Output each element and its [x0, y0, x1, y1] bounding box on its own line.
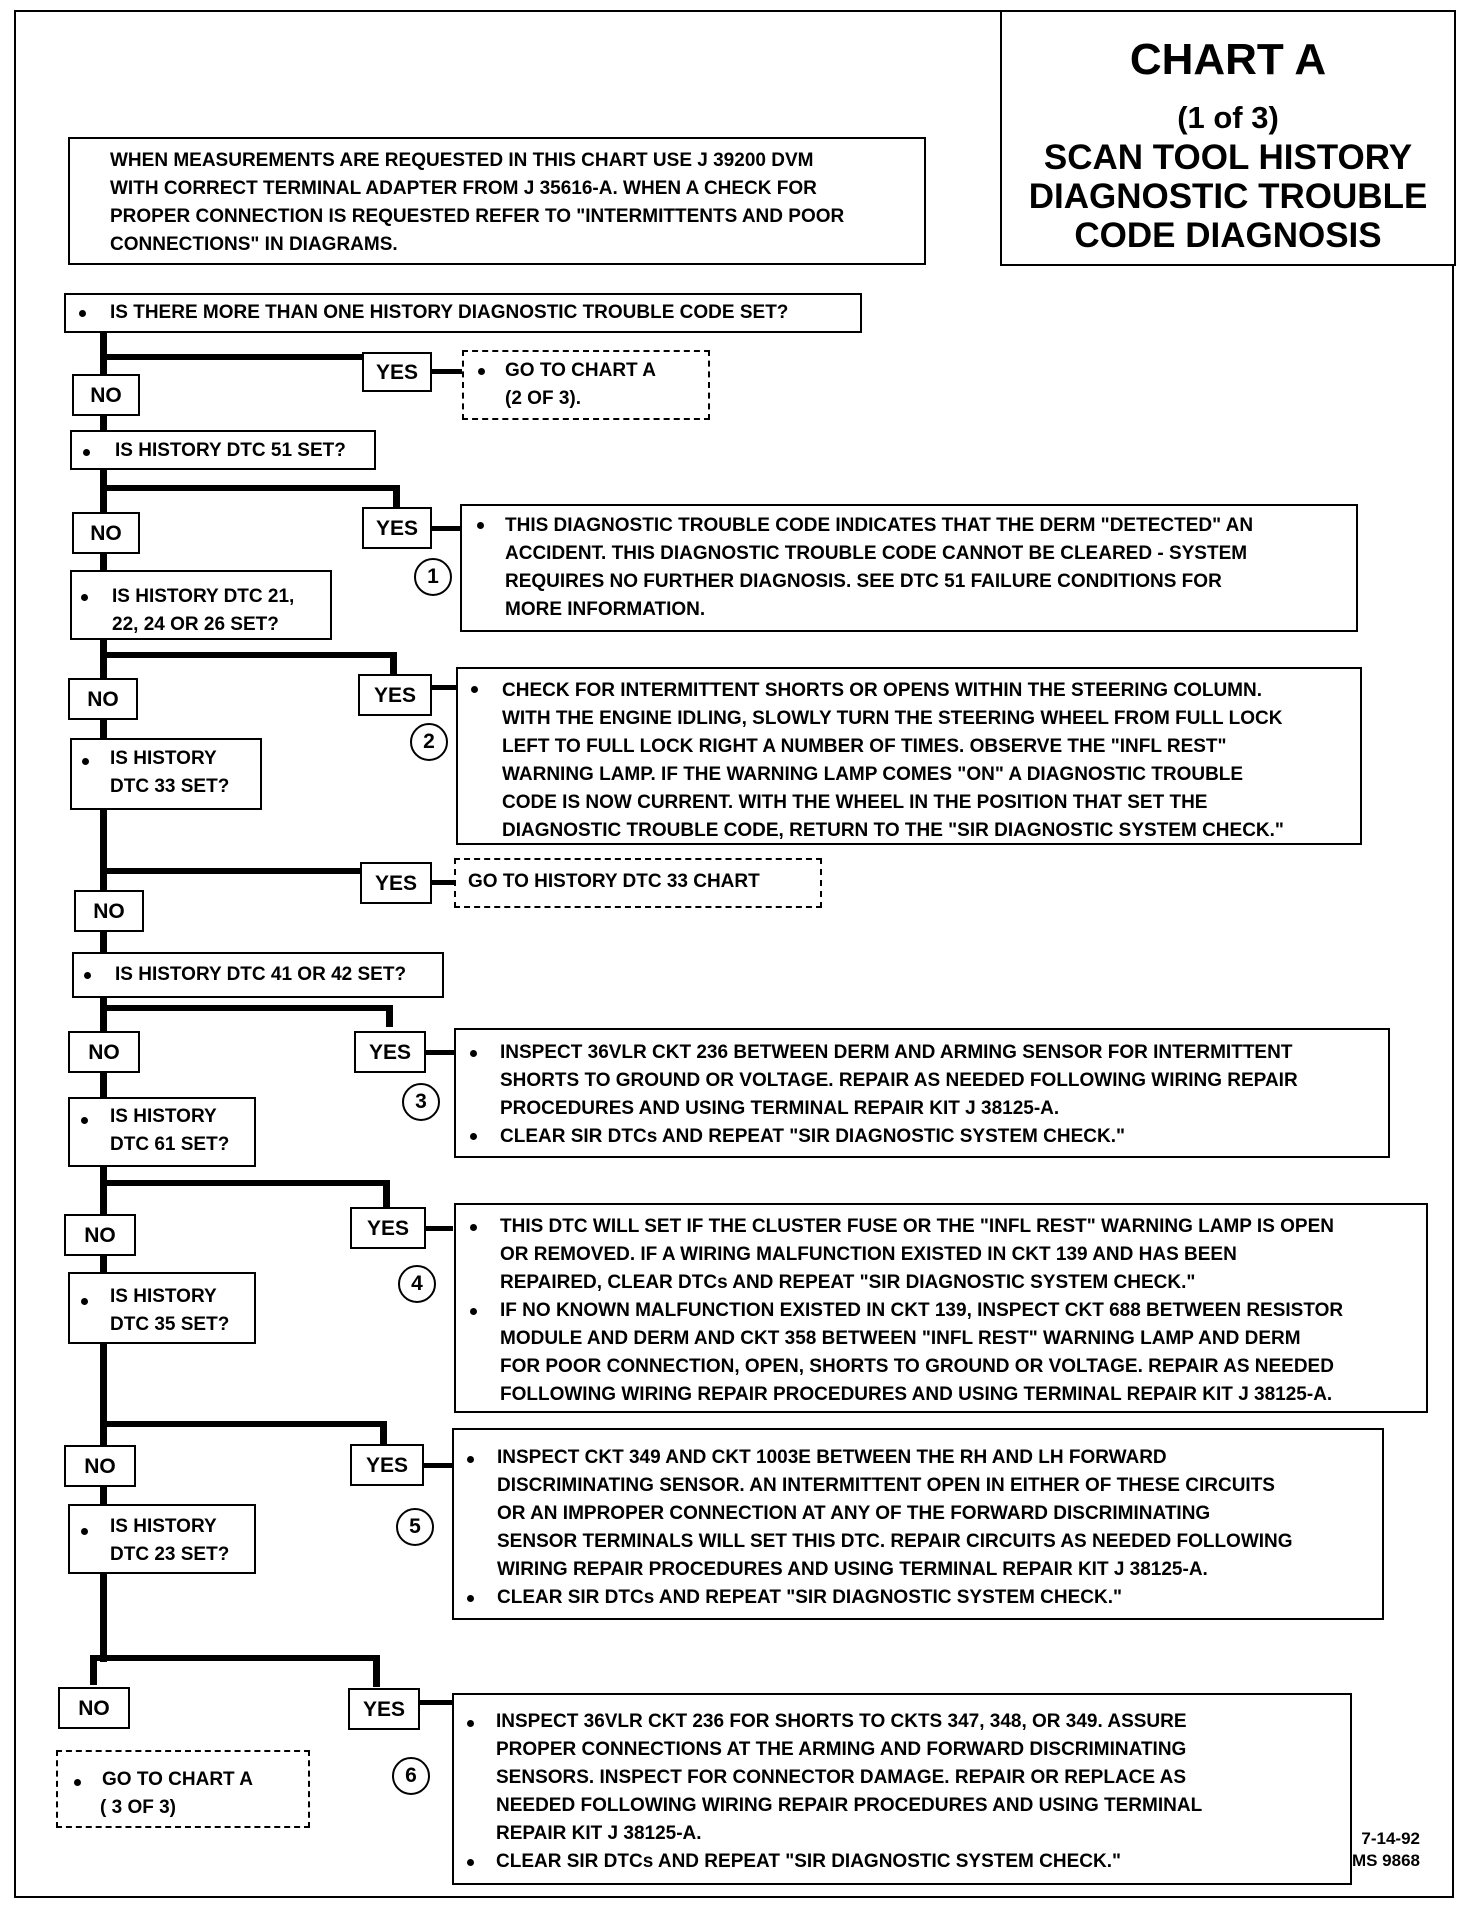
question-text: DTC 35 SET? [110, 1314, 230, 1335]
branch-line [100, 354, 362, 360]
branch-line [100, 652, 397, 658]
bullet [79, 310, 86, 317]
intro-line: PROPER CONNECTION IS REQUESTED REFER TO "INTERMITTENTS AND POOR [110, 206, 845, 227]
yes-text: YES [374, 872, 418, 895]
chart-page-of: (1 of 3) [1177, 100, 1279, 135]
result-text: PROCEDURES AND USING TERMINAL REPAIR KIT J 38125-A. [500, 1098, 1060, 1119]
yes-text: YES [365, 1454, 409, 1477]
branch-line [419, 1700, 453, 1705]
bullet [467, 1720, 474, 1727]
bullet [471, 686, 478, 693]
result-text: REQUIRES NO FURTHER DIAGNOSIS. SEE DTC 51 FAILURE CONDITIONS FOR [505, 571, 1222, 592]
question-text: IS HISTORY DTC 21, [112, 586, 295, 607]
branch-line [421, 1463, 453, 1468]
result-text: DIAGNOSTIC TROUBLE CODE, RETURN TO THE "SIR DIAGNOSTIC SYSTEM CHECK." [502, 820, 1284, 841]
bullet [478, 368, 485, 375]
question-text: DTC 23 SET? [110, 1544, 230, 1565]
branch-line [390, 652, 397, 674]
result-text: (2 OF 3). [505, 388, 582, 409]
bullet [470, 1050, 477, 1057]
branch-line [100, 868, 362, 874]
bullet [470, 1308, 477, 1315]
question-text: IS THERE MORE THAN ONE HISTORY DIAGNOSTIC TROUBLE CODE SET? [110, 302, 789, 323]
result-text: GO TO CHART A [505, 360, 656, 381]
result-text: SENSORS. INSPECT FOR CONNECTOR DAMAGE. REPAIR OR REPLACE AS [496, 1767, 1187, 1788]
bullet [477, 522, 484, 529]
result-text: CLEAR SIR DTCs AND REPEAT "SIR DIAGNOSTIC SYSTEM CHECK." [497, 1587, 1123, 1608]
branch-line [90, 1655, 97, 1685]
bullet [467, 1859, 474, 1866]
yes-text: YES [375, 361, 419, 384]
step-number-4: 4 [398, 1265, 436, 1303]
result-text: SENSOR TERMINALS WILL SET THIS DTC. REPAIR CIRCUITS AS NEEDED FOLLOWING [497, 1531, 1293, 1552]
question-text: IS HISTORY [110, 1516, 217, 1537]
yes-text: YES [366, 1217, 410, 1240]
result-text: CLEAR SIR DTCs AND REPEAT "SIR DIAGNOSTIC SYSTEM CHECK." [496, 1851, 1122, 1872]
step-number-1: 1 [414, 558, 452, 596]
result-text: NEEDED FOLLOWING WIRING REPAIR PROCEDURES AND USING TERMINAL [496, 1795, 1203, 1816]
bullet [81, 1117, 88, 1124]
intro-line: CONNECTIONS" IN DIAGRAMS. [110, 234, 398, 255]
result-text: FOLLOWING WIRING REPAIR PROCEDURES AND USING TERMINAL REPAIR KIT J 38125-A. [500, 1384, 1333, 1405]
bullet [467, 1595, 474, 1602]
branch-line [432, 369, 462, 374]
yes-text: YES [362, 1698, 406, 1721]
result-text: WITH THE ENGINE IDLING, SLOWLY TURN THE STEERING WHEEL FROM FULL LOCK [502, 708, 1283, 729]
result-text: PROPER CONNECTIONS AT THE ARMING AND FORWARD DISCRIMINATING [496, 1739, 1187, 1760]
result-text: MODULE AND DERM AND CKT 358 BETWEEN "INFL REST" WARNING LAMP AND DERM [500, 1328, 1301, 1349]
no-text: NO [90, 522, 122, 545]
question-text: IS HISTORY [110, 1106, 217, 1127]
step-number-2: 2 [410, 723, 448, 761]
result-text: OR REMOVED. IF A WIRING MALFUNCTION EXISTED IN CKT 139 AND HAS BEEN [500, 1244, 1237, 1265]
intro-line: WITH CORRECT TERMINAL ADAPTER FROM J 35616-A. WHEN A CHECK FOR [110, 178, 817, 199]
no-text: NO [87, 688, 119, 711]
chart-subtitle-1: SCAN TOOL HISTORY [1043, 138, 1413, 177]
bullet [74, 1779, 81, 1786]
bullet [81, 1298, 88, 1305]
result-text: SHORTS TO GROUND OR VOLTAGE. REPAIR AS NEEDED FOLLOWING WIRING REPAIR [500, 1070, 1298, 1091]
result-text: THIS DTC WILL SET IF THE CLUSTER FUSE OR THE "INFL REST" WARNING LAMP IS OPEN [500, 1216, 1334, 1237]
branch-line [100, 1180, 390, 1186]
result-text: CHECK FOR INTERMITTENT SHORTS OR OPENS WITHIN THE STEERING COLUMN. [502, 680, 1262, 701]
no-text: NO [93, 900, 125, 923]
branch-line [373, 1655, 380, 1687]
step-number-6: 6 [392, 1757, 430, 1795]
question-text: 22, 24 OR 26 SET? [112, 614, 279, 635]
yes-text: YES [368, 1041, 412, 1064]
bullet [81, 594, 88, 601]
no-text: NO [90, 384, 122, 407]
step-number-5: 5 [396, 1508, 434, 1546]
step-number-3: 3 [402, 1083, 440, 1121]
yes-text: YES [373, 684, 417, 707]
chart-subtitle-2: DIAGNOSTIC TROUBLE [1028, 177, 1428, 216]
result-text: CODE IS NOW CURRENT. WITH THE WHEEL IN THE POSITION THAT SET THE [502, 792, 1208, 813]
final-text: GO TO CHART A [102, 1769, 253, 1790]
result-text: MORE INFORMATION. [505, 599, 706, 620]
no-text: NO [84, 1455, 116, 1478]
branch-line [100, 1005, 393, 1011]
result-text: OR AN IMPROPER CONNECTION AT ANY OF THE FORWARD DISCRIMINATING [497, 1503, 1211, 1524]
result-text: DISCRIMINATING SENSOR. AN INTERMITTENT OPEN IN EITHER OF THESE CIRCUITS [497, 1475, 1275, 1496]
chart-subtitle-3: CODE DIAGNOSIS [1074, 216, 1382, 255]
bullet [81, 1528, 88, 1535]
result-text: REPAIRED, CLEAR DTCs AND REPEAT "SIR DIAGNOSTIC SYSTEM CHECK." [500, 1272, 1196, 1293]
intro-line: WHEN MEASUREMENTS ARE REQUESTED IN THIS CHART USE J 39200 DVM [110, 150, 814, 171]
branch-line [380, 1421, 387, 1445]
question-text: DTC 61 SET? [110, 1134, 230, 1155]
branch-line [386, 1005, 393, 1027]
no-text: NO [78, 1697, 110, 1720]
question-text: IS HISTORY DTC 41 OR 42 SET? [115, 964, 407, 985]
result-text: ACCIDENT. THIS DIAGNOSTIC TROUBLE CODE CANNOT BE CLEARED - SYSTEM [505, 543, 1248, 564]
bullet [470, 1224, 477, 1231]
bullet [84, 972, 91, 979]
bullet [470, 1133, 477, 1140]
result-text: INSPECT 36VLR CKT 236 BETWEEN DERM AND ARMING SENSOR FOR INTERMITTENT [500, 1042, 1293, 1063]
footer-code: MS 9868 [1351, 1851, 1420, 1870]
branch-line [100, 1421, 387, 1427]
bullet [83, 449, 90, 456]
yes-text: YES [375, 517, 419, 540]
branch-line [90, 1655, 380, 1661]
question-text: DTC 33 SET? [110, 776, 230, 797]
branch-line [383, 1180, 390, 1210]
branch-line [432, 685, 457, 690]
result-text: FOR POOR CONNECTION, OPEN, SHORTS TO GROUND OR VOLTAGE. REPAIR AS NEEDED [500, 1356, 1334, 1377]
branch-line [100, 485, 400, 491]
result-text: INSPECT 36VLR CKT 236 FOR SHORTS TO CKTS 347, 348, OR 349. ASSURE [496, 1711, 1187, 1732]
final-text: ( 3 OF 3) [100, 1797, 177, 1818]
result-text: GO TO HISTORY DTC 33 CHART [468, 871, 760, 892]
result-text: THIS DIAGNOSTIC TROUBLE CODE INDICATES THAT THE DERM "DETECTED" AN [505, 515, 1254, 536]
bullet [82, 758, 89, 765]
branch-line [393, 485, 400, 507]
result-text: IF NO KNOWN MALFUNCTION EXISTED IN CKT 139, INSPECT CKT 688 BETWEEN RESISTOR [500, 1300, 1344, 1321]
chart-title: CHART A [1129, 35, 1327, 84]
result-text: CLEAR SIR DTCs AND REPEAT "SIR DIAGNOSTIC SYSTEM CHECK." [500, 1126, 1126, 1147]
no-text: NO [88, 1041, 120, 1064]
branch-line [426, 1050, 454, 1055]
question-text: IS HISTORY [110, 1286, 217, 1307]
bullet [467, 1456, 474, 1463]
no-text: NO [84, 1224, 116, 1247]
branch-line [432, 526, 462, 531]
result-text: REPAIR KIT J 38125-A. [496, 1823, 702, 1844]
result-text: INSPECT CKT 349 AND CKT 1003E BETWEEN THE RH AND LH FORWARD [497, 1447, 1167, 1468]
result-text: LEFT TO FULL LOCK RIGHT A NUMBER OF TIMES. OBSERVE THE "INFL REST" [502, 736, 1227, 757]
question-text: IS HISTORY [110, 748, 217, 769]
result-text: WIRING REPAIR PROCEDURES AND USING TERMINAL REPAIR KIT J 38125-A. [497, 1559, 1208, 1580]
question-text: IS HISTORY DTC 51 SET? [115, 440, 346, 461]
footer-date: 7-14-92 [1361, 1829, 1420, 1848]
result-text: WARNING LAMP. IF THE WARNING LAMP COMES "ON" A DIAGNOSTIC TROUBLE [502, 764, 1244, 785]
